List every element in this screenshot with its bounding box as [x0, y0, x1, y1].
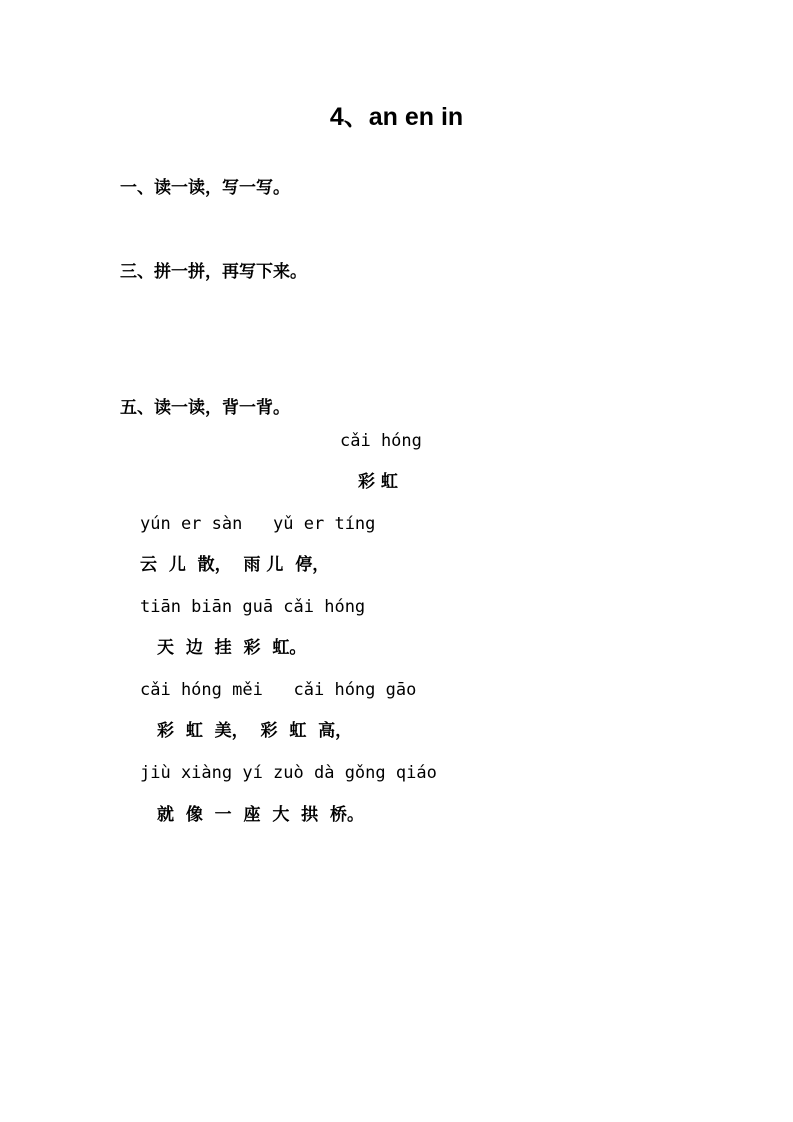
- poem-line-3-pinyin: cǎi hóng měi cǎi hóng gāo: [140, 680, 417, 700]
- poem-line-1-pinyin: yún er sàn yǔ er tíng: [140, 514, 376, 534]
- section-heading-read-write: 一、读一读，写一写。: [120, 178, 290, 198]
- section-heading-spell-write: 三、拼一拼，再写下来。: [120, 262, 307, 282]
- page-title: 4、an en in: [329, 103, 464, 131]
- poem-line-1-hanzi: 云 儿 散， 雨 儿 停，: [140, 555, 330, 575]
- poem-line-3-hanzi: 彩 虹 美， 彩 虹 高，: [157, 721, 353, 741]
- section-heading-read-recite: 五、读一读，背一背。: [120, 398, 290, 418]
- poem-title-hanzi: 彩 虹: [358, 472, 398, 492]
- poem-line-4-pinyin: jiù xiàng yí zuò dà gǒng qiáo: [140, 763, 437, 783]
- poem-line-2-hanzi: 天 边 挂 彩 虹。: [157, 638, 307, 658]
- poem-title-pinyin: cǎi hóng: [340, 431, 422, 451]
- poem-line-2-pinyin: tiān biān guā cǎi hóng: [140, 597, 366, 617]
- poem-line-4-hanzi: 就 像 一 座 大 拱 桥。: [157, 805, 365, 825]
